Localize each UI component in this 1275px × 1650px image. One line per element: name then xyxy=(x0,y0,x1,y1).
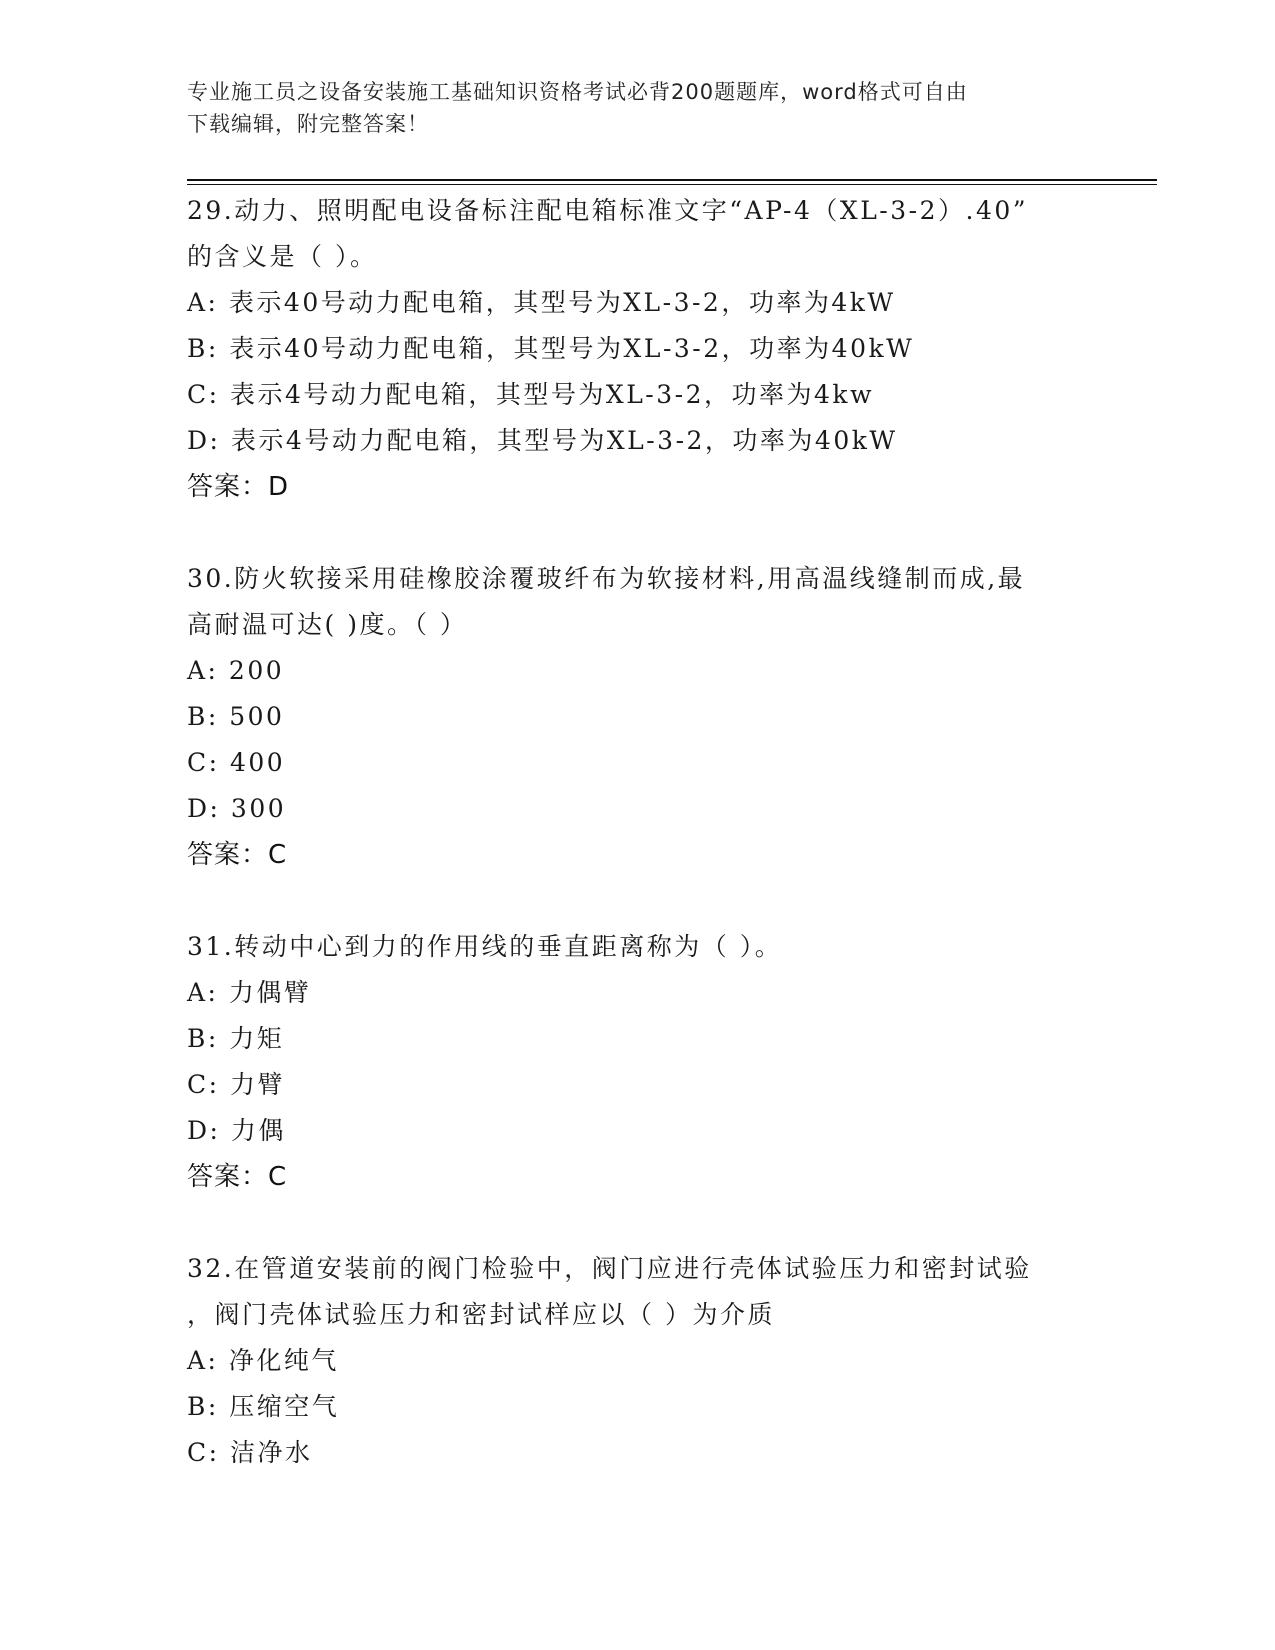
option-d: D: 表示4号动力配电箱，其型号为XL-3-2，功率为40kW xyxy=(187,426,898,455)
question-30 xyxy=(187,556,1147,878)
page-header xyxy=(187,76,1087,140)
question-stem-line: 高耐温可达( )度。（ ） xyxy=(187,610,468,639)
question-stem-line: 30.防火软接采用硅橡胶涂覆玻纤布为软接材料,用高温线缝制而成,最 xyxy=(187,564,1026,593)
option-a: A: 表示40号动力配电箱，其型号为XL-3-2，功率为4kW xyxy=(187,288,896,317)
question-spacer xyxy=(187,510,1147,556)
question-stem-line: 31.转动中心到力的作用线的垂直距离称为（ ）。 xyxy=(187,932,783,961)
answer-label: 答案：C xyxy=(187,840,288,870)
option-c: C: 表示4号动力配电箱，其型号为XL-3-2，功率为4kw xyxy=(187,380,874,409)
option-a: A: 净化纯气 xyxy=(187,1346,339,1375)
option-a: A: 力偶臂 xyxy=(187,978,312,1007)
answer-label: 答案：C xyxy=(187,1162,288,1192)
question-stem-line: 29.动力、照明配电设备标注配电箱标准文字“AP-4（XL-3-2）.40” xyxy=(187,196,1029,225)
option-b: B: 500 xyxy=(187,702,285,731)
question-32 xyxy=(187,1246,1147,1476)
option-c: C: 400 xyxy=(187,748,286,777)
question-31 xyxy=(187,924,1147,1200)
question-list xyxy=(187,188,1147,1476)
question-spacer xyxy=(187,878,1147,924)
question-29 xyxy=(187,188,1147,510)
header-title-line-1: 专业施工员之设备安装施工基础知识资格考试必背200题题库，word格式可自由 xyxy=(187,80,968,104)
option-d: D: 力偶 xyxy=(187,1116,286,1145)
header-title-line-2: 下载编辑，附完整答案！ xyxy=(187,112,429,136)
option-b: B: 力矩 xyxy=(187,1024,285,1053)
option-a: A: 200 xyxy=(187,656,285,685)
header-divider-thick xyxy=(187,179,1157,181)
option-b: B: 表示40号动力配电箱，其型号为XL-3-2，功率为40kW xyxy=(187,334,915,363)
option-c: C: 洁净水 xyxy=(187,1438,313,1467)
option-d: D: 300 xyxy=(187,794,287,823)
header-divider-thin xyxy=(187,184,1157,185)
option-b: B: 压缩空气 xyxy=(187,1392,340,1421)
question-stem-line: 32.在管道安装前的阀门检验中，阀门应进行壳体试验压力和密封试验 xyxy=(187,1254,1032,1283)
answer-label: 答案：D xyxy=(187,472,290,502)
option-c: C: 力臂 xyxy=(187,1070,285,1099)
question-stem-line: ，阀门壳体试验压力和密封试样应以（ ）为介质 xyxy=(187,1300,775,1329)
question-spacer xyxy=(187,1200,1147,1246)
question-stem-line: 的含义是（ ）。 xyxy=(187,242,378,271)
